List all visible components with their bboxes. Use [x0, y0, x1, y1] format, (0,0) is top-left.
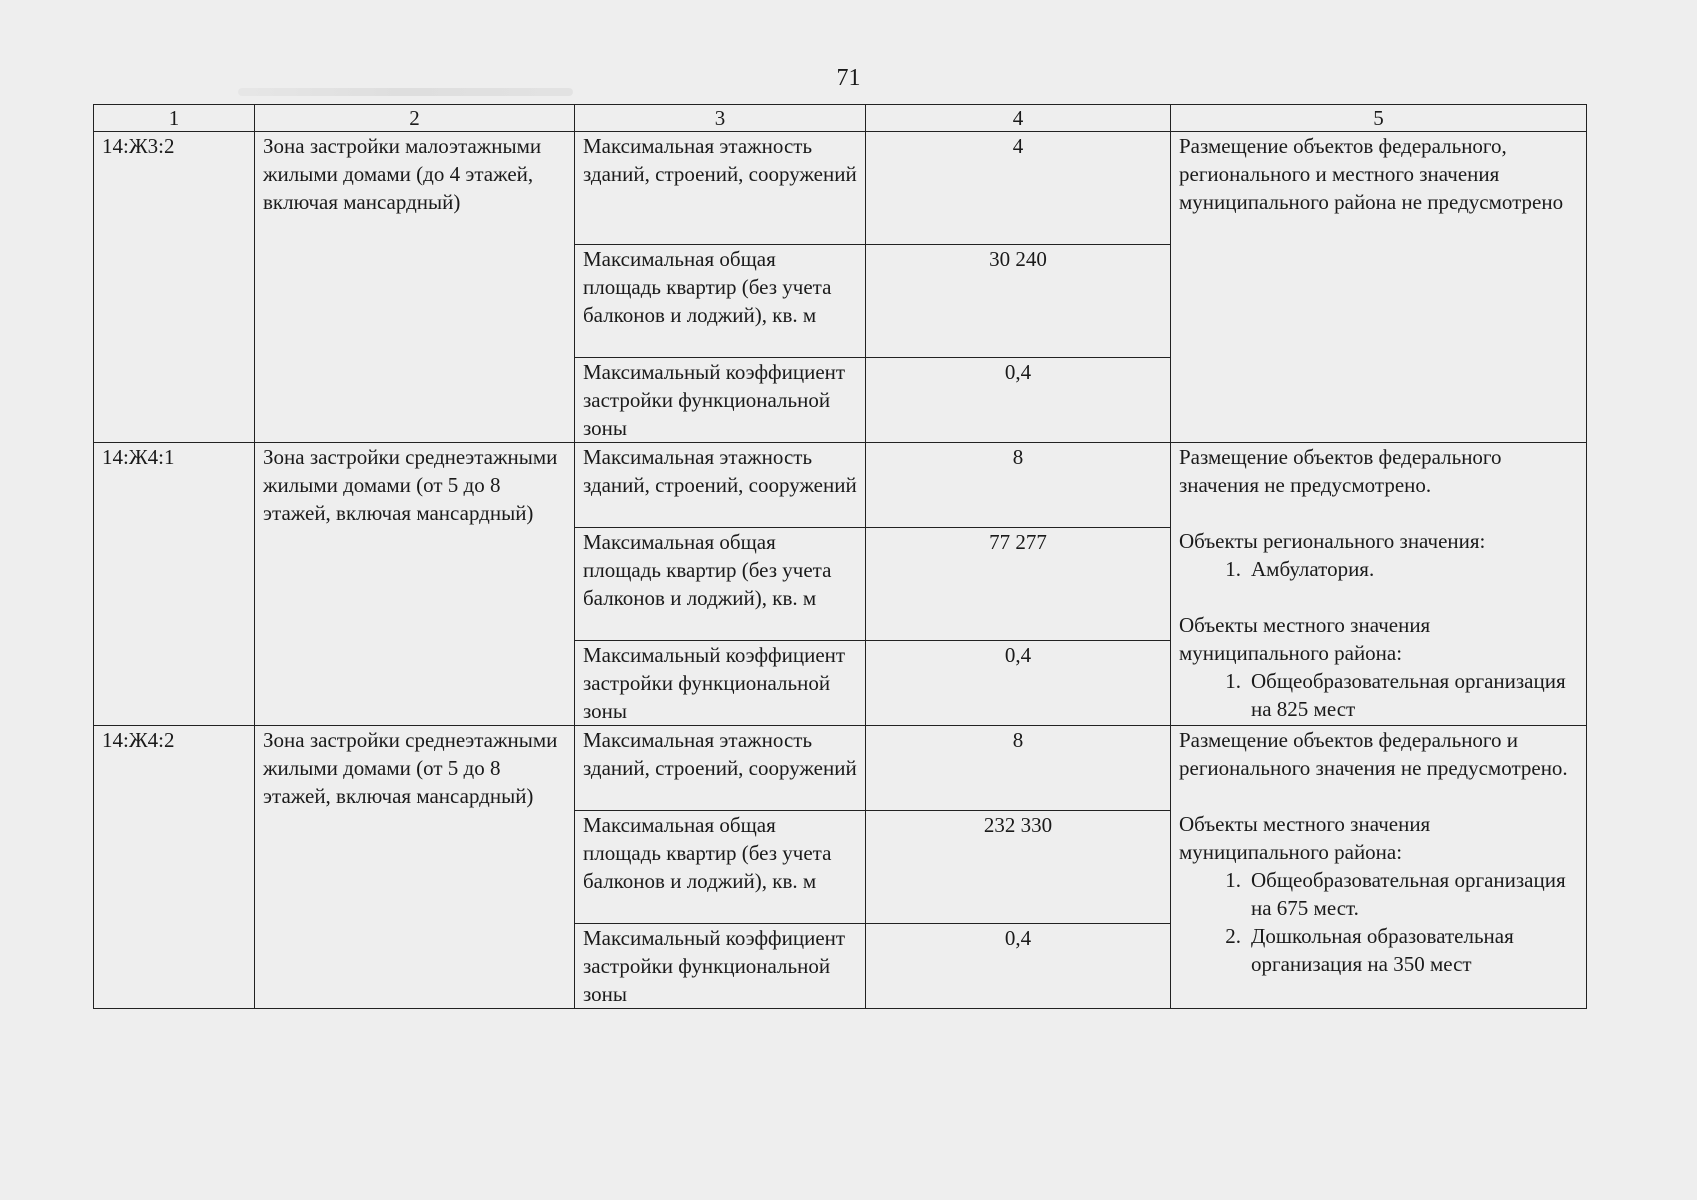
spacer	[1179, 782, 1578, 810]
table-row	[94, 443, 1587, 528]
page-number: 71	[836, 65, 861, 91]
table-row	[94, 132, 1587, 245]
zone-code: 14:Ж4:2	[94, 726, 255, 1009]
param-value: 4	[866, 132, 1171, 245]
item-text: Амбулатория.	[1251, 557, 1375, 581]
param-value: 232 330	[866, 811, 1171, 924]
list-item	[1179, 667, 1578, 723]
param-name: Максимальный коэффициент застройки функциональной зоны	[575, 358, 866, 443]
param-value: 0,4	[866, 924, 1171, 1009]
local-heading: Объекты местного значения муниципального района:	[1179, 613, 1431, 665]
regional-heading: Объекты регионального значения:	[1179, 529, 1486, 553]
header-cell-4: 4	[866, 105, 1171, 132]
param-value: 0,4	[866, 641, 1171, 726]
spacer	[1179, 583, 1578, 611]
header-cell-5: 5	[1171, 105, 1587, 132]
param-name: Максимальная общая площадь квартир (без учета балконов и лоджий), кв. м	[575, 528, 866, 641]
local-heading: Объекты местного значения муниципального района:	[1179, 812, 1431, 864]
item-text: Общеобразовательная организация на 825 мест	[1251, 669, 1566, 721]
objects-intro: Размещение объектов федерального и регионального значения не предусмотрено.	[1179, 728, 1568, 780]
item-number: 1.	[1225, 557, 1241, 581]
item-text: Общеобразовательная организация на 675 мест.	[1251, 868, 1566, 920]
zone-name: Зона застройки малоэтажными жилыми домами (до 4 этажей, включая мансардный)	[255, 132, 575, 443]
header-row	[94, 105, 1587, 132]
scan-smudge	[238, 88, 573, 96]
param-name: Максимальный коэффициент застройки функциональной зоны	[575, 641, 866, 726]
param-value: 77 277	[866, 528, 1171, 641]
param-value: 30 240	[866, 245, 1171, 358]
local-objects-list	[1179, 667, 1578, 723]
param-value: 8	[866, 443, 1171, 528]
zone-code: 14:Ж4:1	[94, 443, 255, 726]
planned-objects	[1171, 726, 1587, 1009]
header-cell-3: 3	[575, 105, 866, 132]
param-name: Максимальный коэффициент застройки функциональной зоны	[575, 924, 866, 1009]
zone-name: Зона застройки среднеэтажными жилыми домами (от 5 до 8 этажей, включая мансардный)	[255, 443, 575, 726]
local-objects-list	[1179, 866, 1578, 978]
list-item	[1179, 555, 1578, 583]
param-name: Максимальная этажность зданий, строений, сооружений	[575, 726, 866, 811]
item-text: Дошкольная образовательная организация на 350 мест	[1251, 924, 1514, 976]
param-name: Максимальная этажность зданий, строений, сооружений	[575, 443, 866, 528]
objects-intro: Размещение объектов федерального, регионального и местного значения муниципального района не предусмотрено	[1179, 134, 1564, 214]
zoning-table	[93, 104, 1587, 1009]
item-number: 1.	[1225, 669, 1241, 693]
zone-code: 14:Ж3:2	[94, 132, 255, 443]
param-name: Максимальная этажность зданий, строений, сооружений	[575, 132, 866, 245]
item-number: 1.	[1225, 868, 1241, 892]
planned-objects	[1171, 443, 1587, 726]
header-cell-1: 1	[94, 105, 255, 132]
list-item	[1179, 922, 1578, 978]
regional-objects-list	[1179, 555, 1578, 583]
header-cell-2: 2	[255, 105, 575, 132]
param-value: 8	[866, 726, 1171, 811]
spacer	[1179, 499, 1578, 527]
planned-objects	[1171, 132, 1587, 443]
param-name: Максимальная общая площадь квартир (без учета балконов и лоджий), кв. м	[575, 245, 866, 358]
param-value: 0,4	[866, 358, 1171, 443]
objects-intro: Размещение объектов федерального значения не предусмотрено.	[1179, 445, 1502, 497]
list-item	[1179, 866, 1578, 922]
param-name: Максимальная общая площадь квартир (без учета балконов и лоджий), кв. м	[575, 811, 866, 924]
zone-name: Зона застройки среднеэтажными жилыми домами (от 5 до 8 этажей, включая мансардный)	[255, 726, 575, 1009]
item-number: 2.	[1225, 924, 1241, 948]
table-row	[94, 726, 1587, 811]
